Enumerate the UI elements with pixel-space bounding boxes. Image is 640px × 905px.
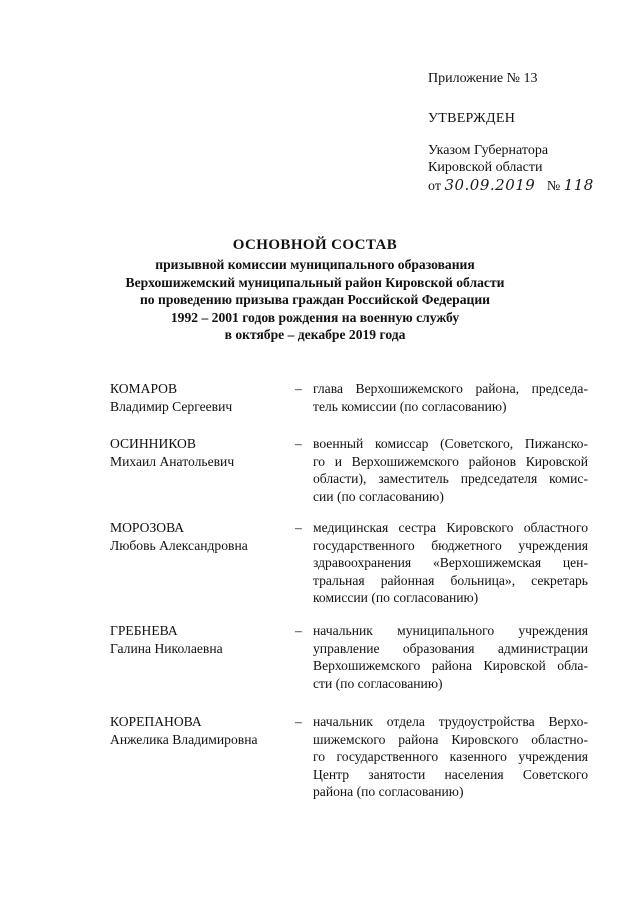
- role-line: Центр занятости населения Советского: [313, 766, 588, 782]
- document-title: [100, 234, 530, 344]
- role-line: го и Верхошижемского районов Кировской: [313, 453, 588, 469]
- member-role: [313, 435, 588, 505]
- decree-date-number: [428, 175, 594, 197]
- role-line: начальник муниципального учреждения: [313, 623, 588, 638]
- role-line: сии (по согласованию): [313, 488, 444, 504]
- member-dash: –: [295, 436, 302, 451]
- member-given-name: Михаил Анатольевич: [110, 453, 235, 469]
- title-line-1: призывной комиссии муниципального образования: [155, 257, 475, 272]
- member-role: [313, 519, 588, 607]
- member-given-name: Владимир Сергеевич: [110, 398, 233, 414]
- role-line: шижемского района Кировского областно-: [313, 731, 588, 747]
- member-name: [110, 435, 290, 470]
- role-line: глава Верхошижемского района, председа-: [313, 381, 588, 396]
- title-line-3: по проведению призыва граждан Российской Федерации: [139, 292, 491, 307]
- title-line-2: Верхошижемский муниципальный район Кировской области: [125, 274, 505, 290]
- member-name: [110, 380, 290, 415]
- number-sign: №: [546, 179, 561, 194]
- role-line: Верхошижемского района Кировской обла-: [313, 658, 588, 673]
- decree-line-1: Указом Губернатора: [428, 143, 549, 158]
- handwritten-date: 30.09.2019: [444, 176, 536, 194]
- member-given-name: Галина Николаевна: [110, 640, 223, 656]
- member-dash: –: [295, 623, 302, 638]
- member-role: [313, 622, 588, 692]
- member-surname: КОРЕПАНОВА: [110, 714, 202, 729]
- role-line: комиссии (по согласованию): [313, 590, 479, 605]
- member-name: [110, 622, 290, 657]
- role-line: области), заместитель председателя комис-: [313, 471, 588, 486]
- role-line: военный комиссар (Советского, Пижанско-: [313, 436, 588, 451]
- title-main: ОСНОВНОЙ СОСТАВ: [232, 237, 398, 253]
- member-name: [110, 519, 290, 554]
- member-dash: –: [295, 520, 302, 535]
- member-dash: –: [295, 714, 302, 729]
- role-line: района (по согласованию): [313, 784, 464, 799]
- title-line-5: в октябре – декабре 2019 года: [224, 327, 406, 342]
- member-role: [313, 380, 588, 415]
- decree-reference: [428, 142, 548, 176]
- appendix-label: Приложение № 13: [428, 71, 538, 86]
- role-line: го государственного казенного учреждения: [313, 749, 588, 764]
- role-line: управление образования администрации: [313, 640, 588, 656]
- role-line: сти (по согласованию): [313, 675, 443, 691]
- decree-line-2: Кировской области: [428, 160, 543, 175]
- member-name: [110, 713, 290, 748]
- role-line: государственного бюджетного учреждения: [313, 537, 588, 553]
- member-surname: ОСИННИКОВ: [110, 436, 196, 451]
- role-line: медицинская сестра Кировского областного: [313, 520, 588, 535]
- role-line: тель комиссии (по согласованию): [313, 398, 507, 414]
- role-line: начальник отдела трудоустройства Верхо-: [313, 714, 588, 729]
- member-surname: КОМАРОВ: [110, 381, 178, 396]
- member-given-name: Любовь Александровна: [110, 537, 248, 553]
- approved-label: УТВЕРЖДЕН: [428, 111, 516, 126]
- handwritten-number: 118: [563, 176, 594, 194]
- date-prefix: от: [428, 179, 441, 194]
- role-line: тральная районная больница», секретарь: [313, 572, 588, 588]
- member-surname: МОРОЗОВА: [110, 520, 185, 535]
- title-line-4: 1992 – 2001 годов рождения на военную службу: [170, 309, 460, 325]
- member-surname: ГРЕБНЕВА: [110, 623, 178, 638]
- member-role: [313, 713, 588, 801]
- member-given-name: Анжелика Владимировна: [110, 731, 258, 747]
- member-dash: –: [295, 381, 302, 396]
- role-line: здравоохранения «Верхошижемская цен-: [313, 555, 588, 570]
